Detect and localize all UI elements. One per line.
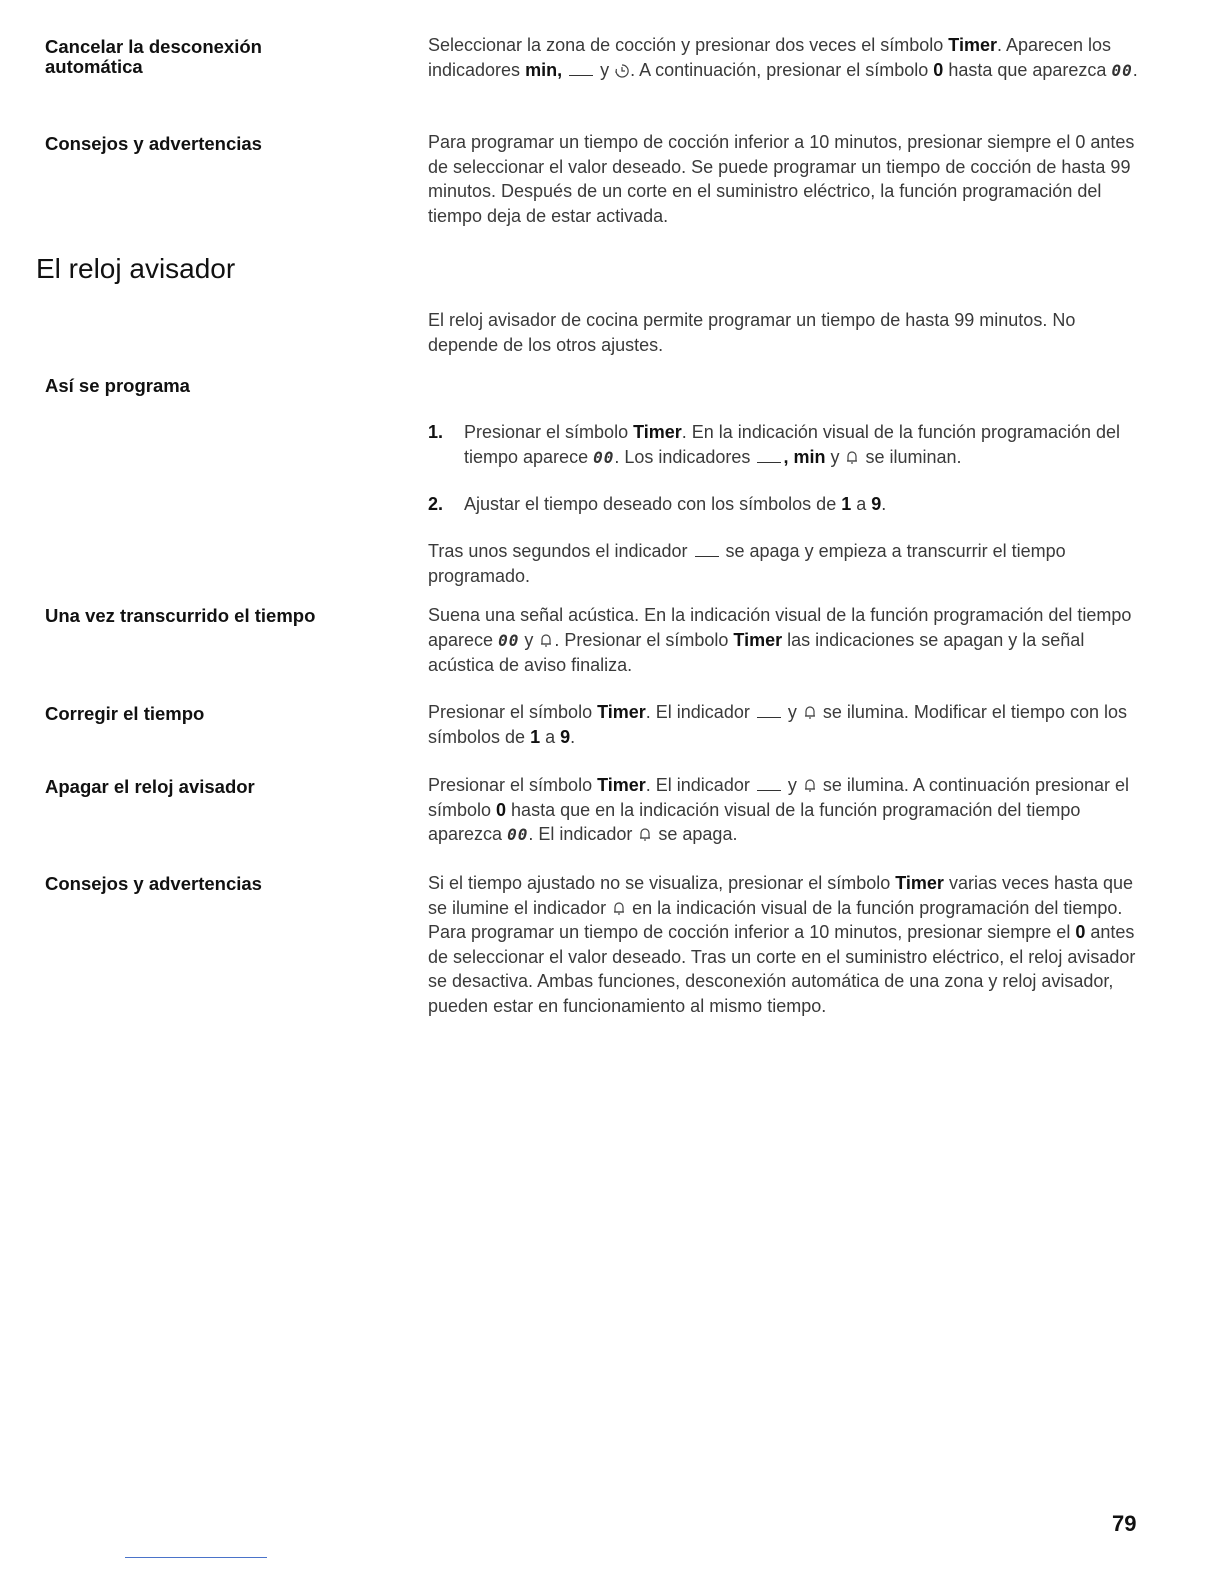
bell-icon (637, 825, 653, 843)
off-label: Apagar el reloj avisador (45, 776, 255, 797)
bell-icon (538, 631, 554, 649)
tips-label-2: Consejos y advertencias (45, 873, 262, 894)
display-digits: 00 (507, 825, 529, 844)
section-heading: El reloj avisador (36, 253, 236, 284)
bell-icon (802, 703, 818, 721)
step-number: 1. (428, 422, 444, 442)
bell-icon (802, 776, 818, 794)
timer-clock-icon (614, 61, 630, 79)
page-number: 79 (1112, 1511, 1137, 1536)
elapsed-text: Suena una señal acústica. En la indicación visual de la función programación del tiempo aparece 00 y . Presionar el símbolo Timer las indicaciones se apagan y la señal acústica de aviso finaliza. (428, 605, 1132, 675)
tips-text-2: Si el tiempo ajustado no se visualiza, presionar el símbolo Timer varias veces hasta que se ilumine el indicador en la indicación visual de la función programación del tiempo. Para programar un tiempo de cocción inferior a 10 minutos, presionar siempre el 0 antes de seleccionar el valor deseado. Tras un corte en el suministro eléctrico, el reloj avisador se desactiva. Ambas funciones, desconexión automática de una zona y reloj avisador, pueden estar en funcionamiento al mismo tiempo. (428, 873, 1136, 1016)
indicator-underscore (695, 542, 719, 557)
off-text: Presionar el símbolo Timer. El indicador y se ilumina. A continuación presionar el símbolo 0 hasta que en la indicación visual de la función programación del tiempo aparezca 00. El indicador se apaga. (428, 775, 1130, 844)
program-label: Así se programa (45, 375, 190, 396)
tips-label-1: Consejos y advertencias (45, 133, 262, 154)
indicator-underscore (569, 61, 593, 76)
cancel-auto-off-label: Cancelar la desconexión automática (45, 36, 262, 77)
display-digits: 00 (498, 630, 520, 650)
correct-label: Corregir el tiempo (45, 703, 205, 724)
indicator-underscore (757, 776, 781, 791)
step-2: 2. Ajustar el tiempo deseado con los símbolos de 1 a 9. (428, 492, 1148, 517)
indicator-underscore (757, 703, 781, 718)
tips-text-1: Para programar un tiempo de cocción inferior a 10 minutos, presionar siempre el 0 antes de seleccionar el valor deseado. Se puede programar un tiempo de cocción de hasta 99 minutos. Después de un corte en el suministro eléctrico, la función programación del tiempo deja de estar activada. (428, 132, 1135, 226)
display-digits: 00 (1111, 60, 1133, 80)
bell-icon (844, 448, 860, 466)
correct-text: Presionar el símbolo Timer. El indicador y se ilumina. Modificar el tiempo con los símbolos de 1 a 9. (428, 702, 1127, 747)
cancel-auto-off-text: Seleccionar la zona de cocción y presionar dos veces el símbolo Timer. Aparecen los indicadores min, y . A continuación, presionar el símbolo 0 hasta que aparezca 00. (428, 35, 1138, 80)
after-steps-text: Tras unos segundos el indicador se apaga y empieza a transcurrir el tiempo programado. (428, 541, 1066, 586)
indicator-underscore (757, 448, 781, 463)
intro-text: El reloj avisador de cocina permite programar un tiempo de hasta 99 minutos. No depende de los otros ajustes. (428, 310, 1076, 355)
step-number: 2. (428, 494, 444, 514)
elapsed-label: Una vez transcurrido el tiempo (45, 605, 316, 626)
display-digits: 00 (593, 447, 615, 467)
footer-line (125, 1557, 267, 1558)
step-1: 1. Presionar el símbolo Timer. En la indicación visual de la función programación del tiempo aparece 00. Los indicadores , min y se iluminan. (428, 422, 1121, 467)
bell-icon (611, 899, 627, 917)
